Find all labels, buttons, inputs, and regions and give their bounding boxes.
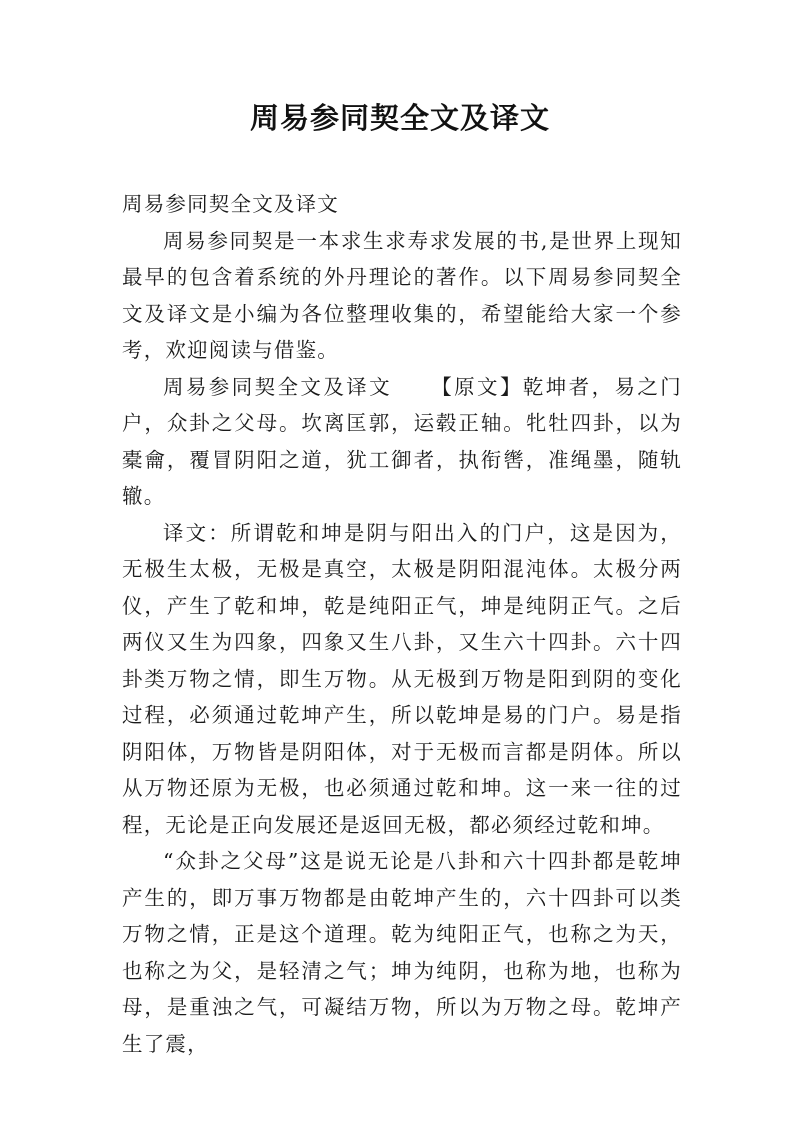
page-title: 周易参同契全文及译文 xyxy=(249,101,550,135)
original-text-paragraph xyxy=(122,369,682,515)
section-label: 周易参同契全文及译文 xyxy=(163,374,393,399)
document-body xyxy=(122,186,682,1062)
original-text: 【原文】乾坤者，易之门户，众卦之父母。坎离匡郭，运毂正轴。牝牡四卦，以为橐龠，覆冒阴阳之道，犹工御者，执衔辔，准绳墨，随轨辙。 xyxy=(122,374,682,508)
commentary-paragraph: “众卦之父母”这是说无论是八卦和六十四卦都是乾坤产生的，即万事万物都是由乾坤产生的，六十四卦可以类万物之情，正是这个道理。乾为纯阳正气，也称之为天，也称之为父，是轻清之气；坤为纯阴，也称为地，也称为母，是重浊之气，可凝结万物，所以为万物之母。乾坤产生了震， xyxy=(122,849,682,1056)
translation-paragraph: 译文：所谓乾和坤是阴与阳出入的门户，这是因为，无极生太极，无极是真空，太极是阴阳混沌体。太极分两仪，产生了乾和坤，乾是纯阳正气，坤是纯阴正气。之后两仪又生为四象，四象又生八卦，又生六十四卦。六十四卦类万物之情，即生万物。从无极到万物是阳到阴的变化过程，必须通过乾坤产生，所以乾坤是易的门户。易是指阴阳体，万物皆是阴阳体，对于无极而言都是阴体。所以从万物还原为无极，也必须通过乾和坤。这一来一往的过程，无论是正向发展还是返回无极，都必须经过乾和坤。 xyxy=(122,520,682,837)
subheading: 周易参同契全文及译文 xyxy=(122,192,339,216)
intro-paragraph: 周易参同契是一本求生求寿求发展的书,是世界上现知最早的包含着系统的外丹理论的著作。以下周易参同契全文及译文是小编为各位整理收集的，希望能给大家一个参考，欢迎阅读与借鉴。 xyxy=(122,228,682,362)
